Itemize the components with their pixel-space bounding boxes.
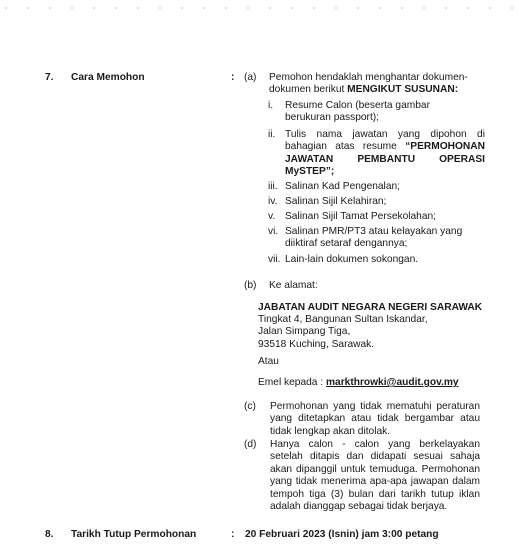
mengikut-susunan-emphasis: MENGIKUT SUSUNAN:	[347, 84, 459, 96]
list-item-i-num: i.	[268, 100, 274, 111]
list-item-v: Salinan Sijil Tamat Persekolahan;	[285, 211, 437, 222]
list-item-iii: Salinan Kad Pengenalan;	[285, 181, 400, 192]
item-c-text: Permohonan yang tidak mematuhi peraturan yang ditetapkan atau tidak bergambar atau tidak lengkap akan ditolak.	[270, 401, 480, 437]
list-item-ii: Tulis nama jawatan yang dipohon di bahagian atas resume “PERMOHONAN JAWATAN PEMBANTU OPERASI MySTEP”;	[285, 129, 485, 178]
item-a-intro-line1: Pemohon hendaklah menghantar dokumen-	[269, 72, 468, 83]
list-item-v-num: v.	[268, 211, 276, 222]
item-a-intro-line2: dokumen berikut MENGIKUT SUSUNAN:	[269, 84, 459, 96]
address-block	[258, 314, 428, 351]
top-edge-dots	[0, 0, 519, 14]
item-b-marker: (b)	[244, 280, 257, 291]
closing-date: 20 Februari 2023 (Isnin) jam 3:00 petang	[245, 529, 439, 540]
list-item-vii: Lain-lain dokumen sokongan.	[285, 254, 419, 265]
item-c-marker: (c)	[244, 401, 256, 412]
section-7-title: Cara Memohon	[71, 72, 145, 83]
list-item-iv: Salinan Sijil Kelahiran;	[285, 196, 387, 207]
email-line	[258, 377, 459, 389]
or-text: Atau	[258, 356, 279, 367]
item-a-marker: (a)	[244, 72, 257, 83]
item-d-marker: (d)	[244, 439, 257, 450]
department-name: JABATAN AUDIT NEGARA NEGERI SARAWAK	[258, 302, 483, 313]
address-line-2: Jalan Simpang Tiga,	[258, 326, 351, 338]
item-d-text: Hanya calon - calon yang berkelayakan setelah ditapis dan didapati sesuai sahaja akan dipanggil untuk temuduga. Permohonan yang tidak menerima apa-apa jawapan dalam tempoh tiga (3) bulan dari tarikh tutup iklan adalah dianggap sebagai tidak berjaya.	[270, 439, 480, 513]
list-item-iii-num: iii.	[268, 181, 278, 192]
section-7-colon: :	[231, 72, 235, 83]
address-line-3: 93518 Kuching, Sarawak.	[258, 338, 375, 350]
list-item-vi-num: vi.	[268, 226, 279, 237]
email-link[interactable]: markthrowki@audit.gov.my	[325, 377, 459, 388]
section-8-number: 8.	[45, 529, 54, 540]
section-8-title: Tarikh Tutup Permohonan	[71, 529, 197, 540]
list-item-vi: Salinan PMR/PT3 atau kelayakan yang diiktiraf setaraf dengannya;	[285, 226, 463, 250]
section-8-colon: :	[231, 529, 235, 540]
list-item-vii-num: vii.	[268, 254, 281, 265]
list-item-ii-num: ii.	[268, 129, 276, 140]
list-item-iv-num: iv.	[268, 196, 278, 207]
section-7-number: 7.	[45, 72, 54, 83]
list-item-i: Resume Calon (beserta gambar berukuran passport);	[285, 100, 430, 124]
email-label: Emel kepada :	[258, 377, 326, 388]
item-b-label: Ke alamat:	[269, 280, 318, 291]
item-a-intro	[269, 72, 481, 97]
address-line-1: Tingkat 4, Bangunan Sultan Iskandar,	[258, 314, 428, 325]
